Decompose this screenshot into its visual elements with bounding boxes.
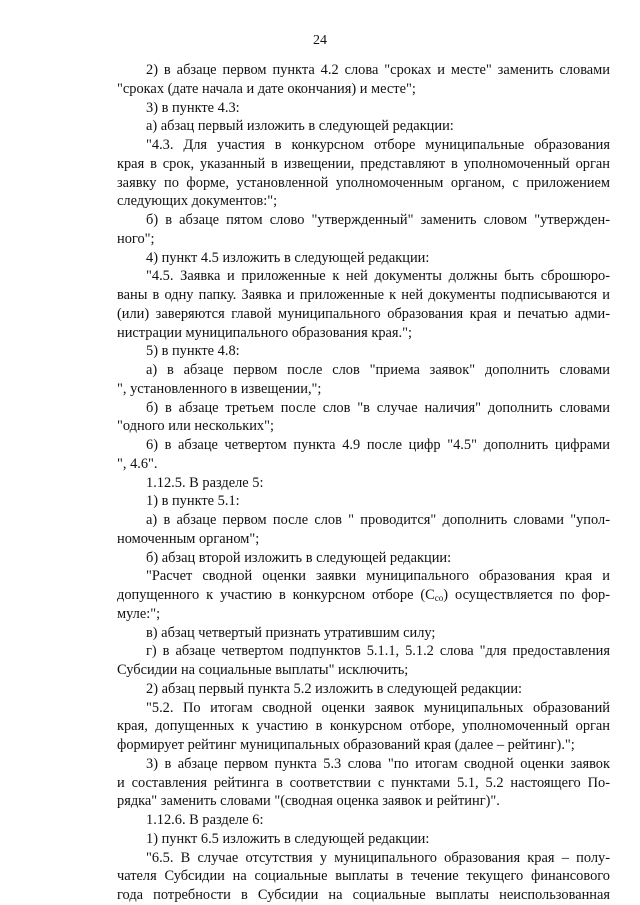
text-line-content: 4) пункт 4.5 изложить в следующей редакции: <box>146 249 430 266</box>
text-line-content: б) абзац второй изложить в следующей редакции: <box>146 549 452 566</box>
text-line-content: "Расчет сводной оценки заявки муниципального образования края и <box>146 568 610 585</box>
text-line-content: и составления рейтинга в соответствии с пунктами 5.1, 5.2 настоящего По- <box>117 774 610 791</box>
text-line-content: ", установленного в извещении,"; <box>117 380 322 397</box>
text-line <box>146 511 610 529</box>
text-line-content: "одного или нескольких"; <box>117 418 274 435</box>
text-line-content: а) абзац первый изложить в следующей редакции: <box>146 118 454 135</box>
text-line <box>146 624 610 642</box>
text-line <box>146 811 610 829</box>
text-line-content: 2) абзац первый пункта 5.2 изложить в следующей редакции: <box>146 680 523 697</box>
text-line-content: "5.2. По итогам сводной оценки заявок муниципальных образований <box>146 699 610 716</box>
text-line <box>117 80 610 98</box>
text-line <box>117 230 610 248</box>
text-line <box>146 61 610 79</box>
text-line <box>146 117 610 135</box>
text-line-content: 3) в абзаце первом пункта 5.3 слова "по итогам сводной оценки заявок <box>146 755 610 772</box>
text-line-content: ного"; <box>117 230 155 247</box>
text-line <box>146 474 610 492</box>
text-line <box>117 736 610 754</box>
text-line-content: б) в абзаце пятом слово "утвержденный" заменить словом "утвержден- <box>146 212 610 228</box>
text-line <box>117 455 610 473</box>
text-line <box>146 361 610 379</box>
text-line-content: в) абзац четвертый признать утратившим силу; <box>146 624 436 641</box>
text-line-continuation: ) осуществляется по фор- <box>443 587 611 603</box>
text-line-content: 5) в пункте 4.8: <box>146 343 240 360</box>
subscript: со <box>434 593 444 603</box>
text-line-content: края в срок, указанный в извещении, представляют в уполномоченный орган <box>117 155 610 172</box>
text-line <box>146 699 610 717</box>
text-line-content: допущенного к участию в конкурсном отборе (С <box>117 587 435 603</box>
text-line <box>117 530 610 548</box>
text-line-content: "6.5. В случае отсутствия у муниципального образования края – полу- <box>146 849 610 866</box>
text-line-content: 1) в пункте 5.1: <box>146 493 240 510</box>
text-line <box>117 605 610 623</box>
text-line <box>117 774 610 792</box>
text-line-content: 1.12.5. В разделе 5: <box>146 474 264 491</box>
text-line <box>117 661 610 679</box>
text-line <box>146 830 610 848</box>
text-line <box>146 136 610 154</box>
text-line-content: 1.12.6. В разделе 6: <box>146 812 264 828</box>
text-line-content: года потребности в Субсидии на социальные выплаты неиспользованная <box>117 887 610 903</box>
text-line-content: Субсидии на социальные выплаты" исключить; <box>117 662 409 678</box>
text-line <box>117 886 610 904</box>
text-line-content: "4.3. Для участия в конкурсном отборе муниципальные образования <box>146 137 610 153</box>
text-line-content: формирует рейтинг муниципальных образований края (далее – рейтинг)."; <box>117 737 575 753</box>
text-line <box>146 492 610 510</box>
text-line <box>117 586 610 604</box>
page-number: 24 <box>313 33 327 48</box>
text-line <box>117 286 610 304</box>
text-line <box>146 399 610 417</box>
text-line <box>117 305 610 323</box>
text-line <box>117 417 610 435</box>
text-line <box>146 99 610 117</box>
text-line <box>146 549 610 567</box>
text-line <box>146 342 610 360</box>
text-line <box>117 867 610 885</box>
text-line-content: следующих документов:"; <box>117 193 278 210</box>
text-line-content: "4.5. Заявка и приложенные к ней документы должны быть сброшюро- <box>146 268 610 285</box>
text-line <box>146 267 610 285</box>
text-line <box>117 192 610 210</box>
text-line <box>117 324 610 342</box>
text-line <box>117 380 610 398</box>
text-line-content: 2) в абзаце первом пункта 4.2 слова "сроках и месте" заменить словами <box>146 62 610 78</box>
text-line <box>117 792 610 810</box>
text-line <box>146 249 610 267</box>
text-line-content: а) в абзаце первом после слов "приема заявок" дополнить словами <box>146 362 610 378</box>
text-line-content: 1) пункт 6.5 изложить в следующей редакции: <box>146 830 430 847</box>
text-line-content: 3) в пункте 4.3: <box>146 99 240 116</box>
text-line-content: края, допущенных к участию в конкурсном отборе, уполномоченный орган <box>117 718 610 735</box>
text-line-content: рядка" заменить словами "(сводная оценка заявок и рейтинг)". <box>117 793 500 810</box>
text-line-content: (или) заверяются главой муниципального образования края и печатью адми- <box>117 305 610 322</box>
text-line-content: б) в абзаце третьем после слов "в случае наличия" дополнить словами <box>146 399 610 416</box>
text-line <box>146 680 610 698</box>
text-line-content: 6) в абзаце четвертом пункта 4.9 после цифр "4.5" дополнить цифрами <box>146 437 610 453</box>
text-line <box>146 755 610 773</box>
text-line-content: ", 4.6". <box>117 455 158 472</box>
text-line-content: муле:"; <box>117 605 161 622</box>
text-line-content: номоченным органом"; <box>117 530 260 547</box>
text-line-content: ваны в одну папку. Заявка и приложенные к ней документы подписываются и <box>117 287 610 303</box>
text-line <box>146 642 610 660</box>
text-line-content: г) в абзаце четвертом подпунктов 5.1.1, 5.1.2 слова "для предоставления <box>146 643 610 660</box>
text-line <box>117 155 610 173</box>
text-line <box>146 211 610 229</box>
text-line <box>146 849 610 867</box>
text-line <box>117 717 610 735</box>
text-line-content: заявку по форме, установленной уполномоченным органом, с приложением <box>117 174 610 191</box>
text-line-content: нистрации муниципального образования края."; <box>117 324 413 341</box>
text-line <box>146 567 610 585</box>
text-line-content: чателя Субсидии на социальные выплаты в течение текущего финансового <box>117 868 610 885</box>
text-line-content: "сроках (дате начала и дате окончания) и месте"; <box>117 80 416 97</box>
text-line <box>146 436 610 454</box>
text-line <box>117 174 610 192</box>
text-line-content: а) в абзаце первом после слов " проводится" дополнить словами "упол- <box>146 512 610 528</box>
